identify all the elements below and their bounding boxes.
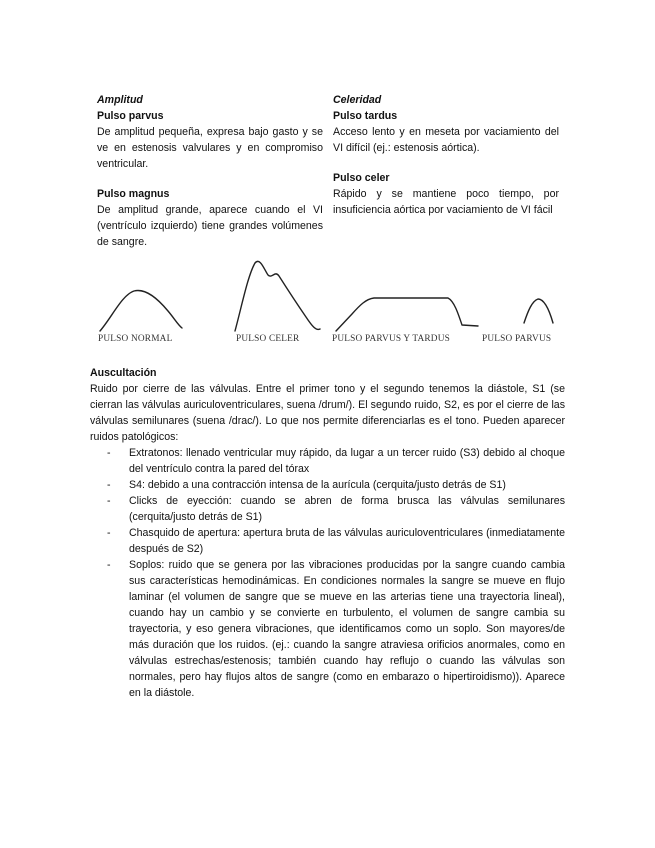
pulso-tardus-title: Pulso tardus [333, 110, 398, 122]
ruidos-list [90, 445, 565, 701]
caption-pulso-celer: PULSO CELER [236, 334, 300, 344]
amplitud-column [97, 92, 323, 250]
list-item [90, 557, 565, 701]
celeridad-column [333, 92, 559, 218]
caption-pulso-normal: PULSO NORMAL [98, 334, 173, 344]
list-dash: - [107, 559, 111, 571]
list-item-text: S4: debido a una contracción intensa de la aurícula (cerquita/justo detrás de S1) [129, 479, 506, 491]
pulso-celer-text: Rápido y se mantiene poco tiempo, por insuficiencia aórtica por vaciamiento de VI fácil [333, 188, 559, 216]
parvus-pulse-wave [524, 299, 553, 323]
caption-pulso-parvus: PULSO PARVUS [482, 334, 552, 344]
pulso-magnus-text: De amplitud grande, aparece cuando el VI (ventrículo izquierdo) tiene grandes volúmenes de sangre. [97, 204, 323, 248]
list-item [90, 445, 565, 477]
amplitud-heading: Amplitud [97, 94, 143, 106]
list-dash: - [107, 479, 111, 491]
pulso-celer-title: Pulso celer [333, 172, 390, 184]
normal-pulse-wave [100, 291, 182, 331]
list-item [90, 525, 565, 557]
pulso-parvus-text: De amplitud pequeña, expresa bajo gasto y se ve en estenosis valvulares y en compromiso ventricular. [97, 126, 323, 170]
list-dash: - [107, 495, 111, 507]
parvus-tardus-pulse-wave [336, 298, 478, 331]
list-item-text: Soplos: ruido que se genera por las vibraciones producidas por la sangre cuando cambia sus características hemodinámicas. En condiciones normales la sangre se mueve en flujo laminar (el volumen de sangre que se mueve en las arterias tiene una trayectoria lineal), cuando hay un cambio y se convierte en turbulento, el volumen de sangre cambia su trayectoria, y eso genera vibraciones, que identificamos como un soplo. Son mayores/de más duración que los ruidos. (ej.: cuando la sangre atraviesa orificios anormales, como en válvulas estrechas/estenosis; también cuando hay reflujo o cuando las válvulas son normales, pero hay flujos altos de sangre (como en embarazo o hipertiroidismo)). Aparece en la diástole. [129, 559, 565, 699]
list-item [90, 477, 565, 493]
list-item-text: Extratonos: llenado ventricular muy rápido, da lugar a un tercer ruido (S3) debido al choque del ventrículo contra la pared del tórax [129, 447, 565, 475]
pulso-parvus-title: Pulso parvus [97, 110, 164, 122]
list-dash: - [107, 447, 111, 459]
auscultacion-section [90, 365, 565, 701]
list-item-text: Chasquido de apertura: apertura bruta de las válvulas auriculoventriculares (inmediatamente después de S2) [129, 527, 565, 555]
caption-pulso-parvus-tardus: PULSO PARVUS Y TARDUS [332, 334, 451, 344]
list-item-text: Clicks de eyección: cuando se abren de forma brusca las válvulas semilunares (cerquita/justo detrás de S1) [129, 495, 565, 523]
celeridad-heading: Celeridad [333, 94, 382, 106]
celer-pulse-wave [235, 261, 320, 331]
auscultacion-intro: Ruido por cierre de las válvulas. Entre el primer tono y el segundo tenemos la diástole, S1 (se cierran las válvulas auriculoventriculares, suena /drum/). El segundo ruido, S2, es por el cierre de las válvulas semilunares (suena /drac/). Lo que nos permite diferenciarlas es el tono. Pueden aparecer ruidos patológicos: [90, 383, 565, 443]
list-dash: - [107, 527, 111, 539]
list-item [90, 493, 565, 525]
pulso-magnus-title: Pulso magnus [97, 188, 170, 200]
pulso-tardus-text: Acceso lento y en meseta por vaciamiento del VI difícil (ej.: estenosis aórtica). [333, 126, 559, 154]
auscultacion-heading: Auscultación [90, 367, 157, 379]
pulse-waveforms-figure [92, 255, 567, 347]
